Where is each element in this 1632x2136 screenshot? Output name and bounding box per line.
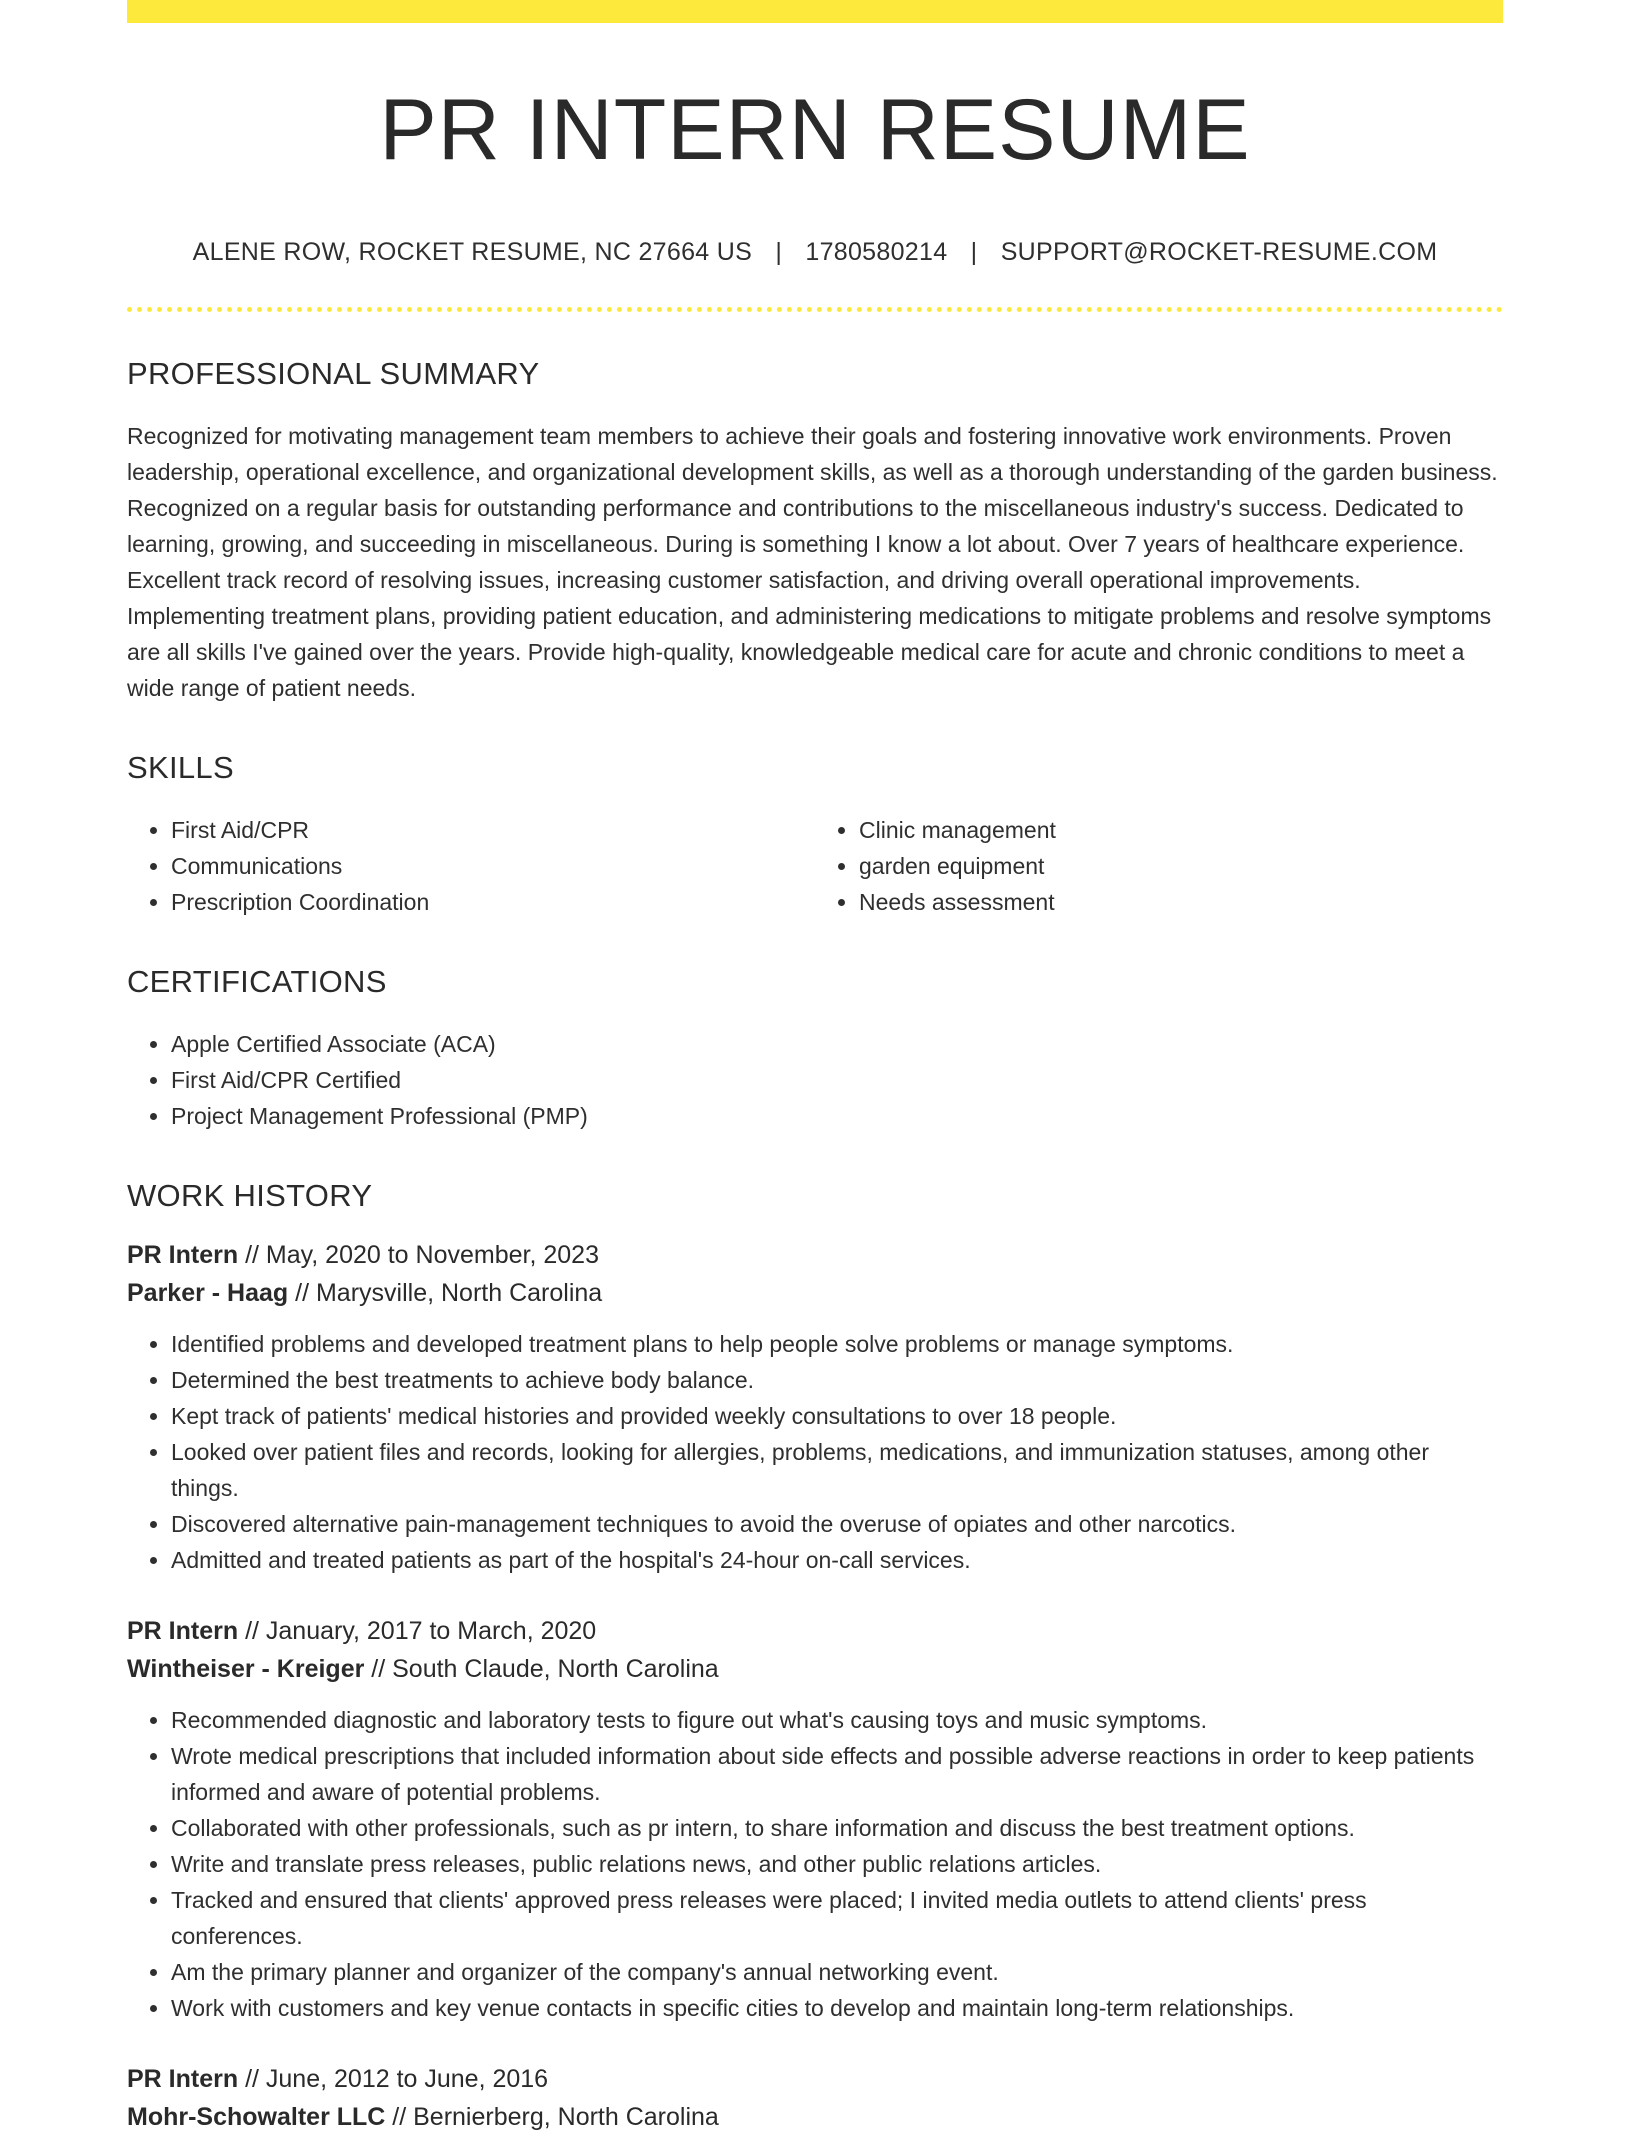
- top-accent-bar: [127, 0, 1503, 23]
- job-company-line: [127, 1274, 1503, 1312]
- page-title: PR INTERN RESUME: [379, 82, 1251, 178]
- contact-email: SUPPORT@ROCKET-RESUME.COM: [1000, 237, 1438, 266]
- job-location: // Marysville, North Carolina: [288, 1278, 603, 1307]
- certifications-section: [127, 964, 1503, 1134]
- skills-list-left: [127, 812, 815, 920]
- job-company: Mohr-Schowalter LLC: [127, 2102, 386, 2131]
- job-bullet: • Collaborated with other professionals, such as pr intern, to share information and discuss the best treatment options.: [171, 1810, 1503, 1846]
- contact-separator: |: [775, 237, 783, 266]
- job-title-line: [127, 1236, 1503, 1274]
- job-entry: [127, 1236, 1503, 1578]
- job-company: Wintheiser - Kreiger: [127, 1654, 365, 1683]
- job-bullet: • Wrote medical prescriptions that included information about side effects and possible adverse reactions in order to keep patients informed and aware of potential problems.: [171, 1738, 1503, 1810]
- contact-separator: |: [970, 237, 978, 266]
- skills-columns: [127, 812, 1503, 920]
- skill-item: • Prescription Coordination: [171, 884, 815, 920]
- job-bullet: • Identified problems and developed treatment plans to help people solve problems or manage symptoms.: [171, 1326, 1503, 1362]
- skills-list-right: [815, 812, 1503, 920]
- contact-address: ALENE ROW, ROCKET RESUME, NC 27664 US: [192, 237, 753, 266]
- job-company-line: [127, 1650, 1503, 1688]
- job-bullet: • Work with customers and key venue contacts in specific cities to develop and maintain long-term relationships.: [171, 1990, 1503, 2026]
- job-title: PR Intern: [127, 1616, 239, 1645]
- skill-item: • Communications: [171, 848, 815, 884]
- certification-item: • Project Management Professional (PMP): [171, 1098, 1503, 1134]
- job-dates: // January, 2017 to March, 2020: [238, 1616, 597, 1645]
- certifications-heading: CERTIFICATIONS: [127, 963, 387, 999]
- job-title: PR Intern: [127, 1240, 239, 1269]
- contact-phone: 1780580214: [805, 237, 948, 266]
- skill-item: • garden equipment: [859, 848, 1503, 884]
- job-bullet: • Looked over patient files and records, looking for allergies, problems, medications, and immunization statuses, among other things.: [171, 1434, 1503, 1506]
- summary-section: [127, 356, 1503, 706]
- contact-line: [127, 238, 1503, 267]
- job-location: // South Claude, North Carolina: [364, 1654, 719, 1683]
- job-company-line: [127, 2098, 1503, 2136]
- job-bullet: • Am the primary planner and organizer of the company's annual networking event.: [171, 1954, 1503, 1990]
- job-company: Parker - Haag: [127, 1278, 289, 1307]
- skills-section: [127, 750, 1503, 920]
- job-title-line: [127, 2060, 1503, 2098]
- job-bullet: • Tracked and ensured that clients' approved press releases were placed; I invited media outlets to attend clients' press conferences.: [171, 1882, 1503, 1954]
- certification-item: • First Aid/CPR Certified: [171, 1062, 1503, 1098]
- work-history-heading: WORK HISTORY: [127, 1177, 373, 1213]
- job-bullets: [127, 1326, 1503, 1578]
- skills-heading: SKILLS: [127, 749, 234, 785]
- job-bullet: • Recommended diagnostic and laboratory tests to figure out what's causing toys and music symptoms.: [171, 1702, 1503, 1738]
- job-bullet: • Kept track of patients' medical histories and provided weekly consultations to over 18 people.: [171, 1398, 1503, 1434]
- certifications-list: [127, 1026, 1503, 1134]
- job-bullet: • Admitted and treated patients as part of the hospital's 24-hour on-call services.: [171, 1542, 1503, 1578]
- job-location: // Bernierberg, North Carolina: [385, 2102, 719, 2131]
- skill-item: • First Aid/CPR: [171, 812, 815, 848]
- skill-item: • Needs assessment: [859, 884, 1503, 920]
- job-title-line: [127, 1612, 1503, 1650]
- work-history-section: [127, 1178, 1503, 2136]
- dotted-divider: [127, 307, 1503, 312]
- job-title: PR Intern: [127, 2064, 239, 2093]
- job-bullets: [127, 1702, 1503, 2026]
- job-bullet: • Determined the best treatments to achieve body balance.: [171, 1362, 1503, 1398]
- certification-item: • Apple Certified Associate (ACA): [171, 1026, 1503, 1062]
- summary-heading: PROFESSIONAL SUMMARY: [127, 355, 540, 391]
- skill-item: • Clinic management: [859, 812, 1503, 848]
- job-entry: [127, 2060, 1503, 2136]
- resume-page: [127, 0, 1503, 2136]
- job-dates: // May, 2020 to November, 2023: [238, 1240, 599, 1269]
- job-dates: // June, 2012 to June, 2016: [238, 2064, 549, 2093]
- summary-text: Recognized for motivating management team members to achieve their goals and fostering innovative work environments. Proven leadership, operational excellence, and organizational development skills, as well as a thorough understanding of the garden business. Recognized on a regular basis for outstanding performance and contributions to the miscellaneous industry's success. Dedicated to learning, growing, and succeeding in miscellaneous. During is something I know a lot about. Over 7 years of healthcare experience. Excellent track record of resolving issues, increasing customer satisfaction, and driving overall operational improvements. Implementing treatment plans, providing patient education, and administering medications to mitigate problems and resolve symptoms are all skills I've gained over the years. Provide high-quality, knowledgeable medical care for acute and chronic conditions to meet a wide range of patient needs.: [127, 422, 1498, 701]
- job-bullet: • Write and translate press releases, public relations news, and other public relations articles.: [171, 1846, 1503, 1882]
- job-bullet: • Discovered alternative pain-management techniques to avoid the overuse of opiates and other narcotics.: [171, 1506, 1503, 1542]
- job-entry: [127, 1612, 1503, 2026]
